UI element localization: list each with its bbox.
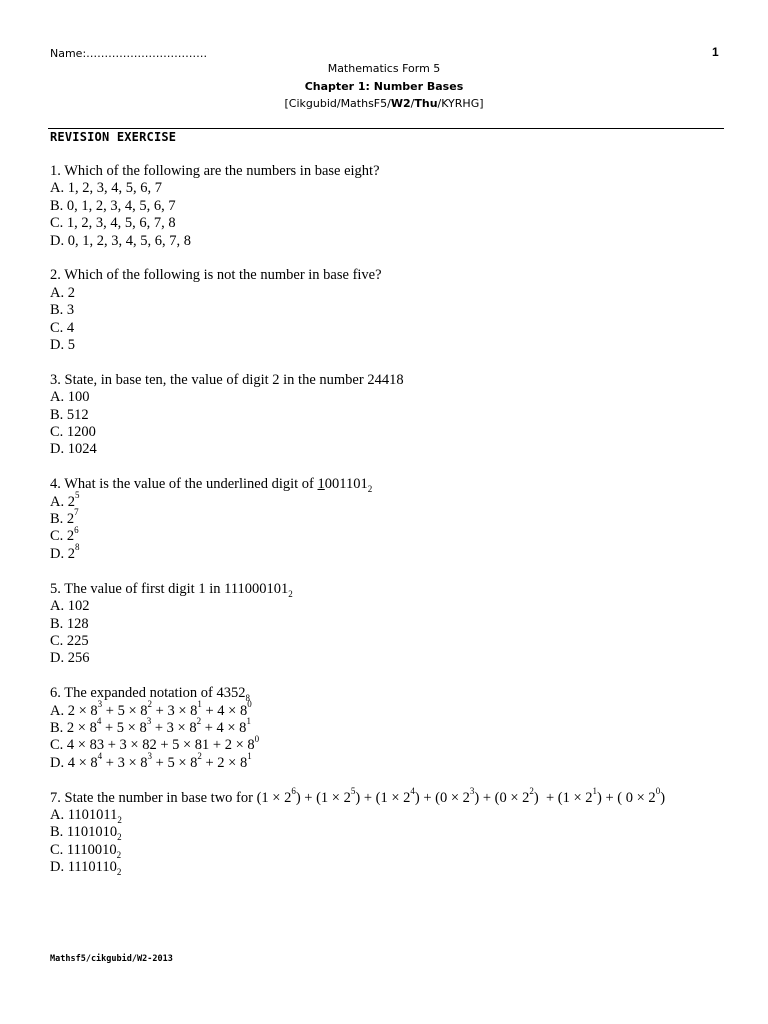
exponent: 3	[147, 750, 153, 761]
term: C. 4 × 83 + 3 × 82 + 5 × 81 + 2 × 8	[50, 737, 255, 754]
option-b	[50, 716, 665, 737]
option-text: B. 2	[50, 511, 75, 528]
stem-text: 6. The expanded notation of 4352	[50, 685, 246, 702]
option-b	[50, 507, 665, 528]
chapter-title: Chapter 1: Number Bases	[304, 80, 464, 93]
option-c	[50, 524, 665, 545]
term: ) + (1 × 2	[533, 789, 593, 806]
exponent: 2	[147, 698, 153, 709]
exponent: 6	[74, 524, 79, 535]
option-c: C. 1200	[50, 424, 96, 441]
exponent: 7	[74, 507, 79, 518]
code-suffix: /KYRHG]	[437, 97, 484, 110]
question-stem: 3. State, in base ten, the value of digit 2 in the number 24418	[50, 371, 404, 388]
question-list	[50, 163, 665, 894]
option-d: D. 0, 1, 2, 3, 4, 5, 6, 7, 8	[50, 232, 191, 249]
question-stem	[50, 785, 666, 807]
base-subscript: 2	[288, 588, 293, 599]
term: ) + (1 × 2	[295, 789, 351, 806]
term: + 3 × 8	[152, 702, 198, 719]
option-a: A. 100	[50, 389, 90, 406]
base-subscript: 2	[116, 867, 122, 878]
header-divider	[48, 128, 724, 129]
option-b: B. 512	[50, 406, 89, 423]
option-text: A. 1101011	[50, 806, 118, 823]
question-stem	[50, 476, 665, 493]
subject-title: Mathematics Form 5	[327, 62, 441, 75]
option-d: D. 5	[50, 337, 75, 354]
document-code	[0, 97, 768, 110]
option-a	[50, 698, 665, 720]
exponent: 4	[410, 785, 415, 796]
question-7	[50, 785, 666, 878]
option-text: D. 1110110	[50, 859, 117, 876]
option-d: D. 256	[50, 650, 90, 667]
stem-number-rest: 001101	[324, 476, 368, 493]
option-c: C. 4	[50, 319, 75, 336]
term: ) + (1 × 2	[355, 789, 411, 806]
question-4	[50, 476, 665, 563]
code-week: W2	[390, 97, 411, 110]
section-title: REVISION EXERCISE	[50, 130, 177, 144]
question-stem: 2. Which of the following is not the number in base five?	[50, 267, 382, 284]
base-subscript: 2	[367, 484, 373, 495]
question-1	[50, 163, 665, 250]
option-d	[50, 750, 665, 772]
option-text: C. 2	[50, 528, 75, 545]
exponent: 6	[291, 785, 296, 796]
option-b	[50, 824, 665, 841]
exponent: 0	[254, 733, 260, 744]
base-subscript: 2	[116, 849, 122, 860]
option-d: D. 1024	[50, 441, 97, 458]
exponent: 3	[146, 716, 152, 727]
exponent: 1	[246, 716, 251, 727]
base-subscript: 2	[117, 814, 122, 825]
exponent: 0	[247, 698, 252, 709]
term: ) + (0 × 2	[474, 789, 530, 806]
option-c: C. 225	[50, 632, 89, 649]
term: + 2 × 8	[201, 754, 248, 771]
code-separator: /	[410, 97, 415, 110]
option-b: B. 0, 1, 2, 3, 4, 5, 6, 7	[50, 197, 176, 214]
exponent: 1	[592, 785, 598, 796]
term: + 5 × 8	[152, 754, 198, 771]
term: + 3 × 8	[102, 754, 148, 771]
question-stem: 1. Which of the following are the numbers in base eight?	[50, 163, 380, 179]
exponent: 0	[655, 785, 661, 796]
option-text: B. 1101010	[50, 824, 118, 841]
term: + 4 × 8	[201, 719, 247, 736]
option-b: B. 128	[50, 615, 89, 632]
option-b: B. 3	[50, 302, 75, 319]
term: A. 2 × 8	[50, 702, 98, 719]
option-a	[50, 489, 665, 511]
page-footer: Mathsf5/cikgubid/W2-2013	[50, 954, 173, 964]
page-number: 1	[712, 45, 719, 59]
term: B. 2 × 8	[50, 719, 97, 736]
exponent: 5	[350, 785, 356, 796]
stem-text: 5. The value of first digit 1 in 111000101	[50, 580, 289, 597]
term: ) + ( 0 × 2	[597, 789, 656, 806]
question-6	[50, 685, 665, 772]
exponent: 1	[197, 698, 202, 709]
underlined-digit: 1	[317, 476, 325, 493]
name-field-label: Name:……………………………	[50, 47, 208, 60]
term: + 5 × 8	[101, 719, 147, 736]
exponent: 2	[197, 750, 202, 761]
exponent: 2	[196, 716, 202, 727]
exponent: 1	[247, 750, 252, 761]
term: + 5 × 8	[102, 702, 148, 719]
question-stem	[50, 581, 665, 598]
exponent: 8	[74, 542, 80, 553]
question-stem	[50, 685, 665, 702]
option-text: D. 2	[50, 545, 75, 562]
option-a: A. 2	[50, 284, 75, 301]
exponent: 3	[469, 785, 475, 796]
base-subscript: 8	[245, 693, 250, 703]
code-prefix: [Cikgubid/MathsF5/	[284, 97, 391, 110]
stem-text: 4. What is the value of the underlined digit of	[50, 476, 318, 493]
option-c	[50, 733, 665, 754]
exponent: 2	[529, 785, 534, 796]
option-c	[50, 842, 665, 859]
term: + 3 × 8	[151, 719, 197, 736]
option-d	[50, 542, 665, 563]
code-day: Thu	[414, 97, 438, 110]
option-a: A. 1, 2, 3, 4, 5, 6, 7	[50, 180, 162, 197]
option-d	[50, 859, 665, 876]
option-c: C. 1, 2, 3, 4, 5, 6, 7, 8	[50, 215, 176, 232]
exponent: 3	[97, 698, 103, 709]
term: 7. State the number in base two for (1 × 2	[50, 789, 292, 806]
question-5	[50, 581, 665, 668]
question-2	[50, 267, 665, 354]
option-a: A. 102	[50, 598, 90, 615]
term: + 4 × 8	[201, 702, 248, 719]
exponent: 5	[74, 489, 80, 500]
exponent: 4	[97, 750, 103, 761]
term: )	[660, 789, 666, 806]
option-a	[50, 807, 665, 824]
term: D. 4 × 8	[50, 754, 98, 771]
term: ) + (0 × 2	[414, 789, 470, 806]
exponent: 4	[96, 716, 102, 727]
option-text: A. 2	[50, 493, 75, 510]
base-subscript: 2	[117, 832, 122, 843]
option-text: C. 1110010	[50, 841, 117, 858]
question-3	[50, 372, 665, 459]
